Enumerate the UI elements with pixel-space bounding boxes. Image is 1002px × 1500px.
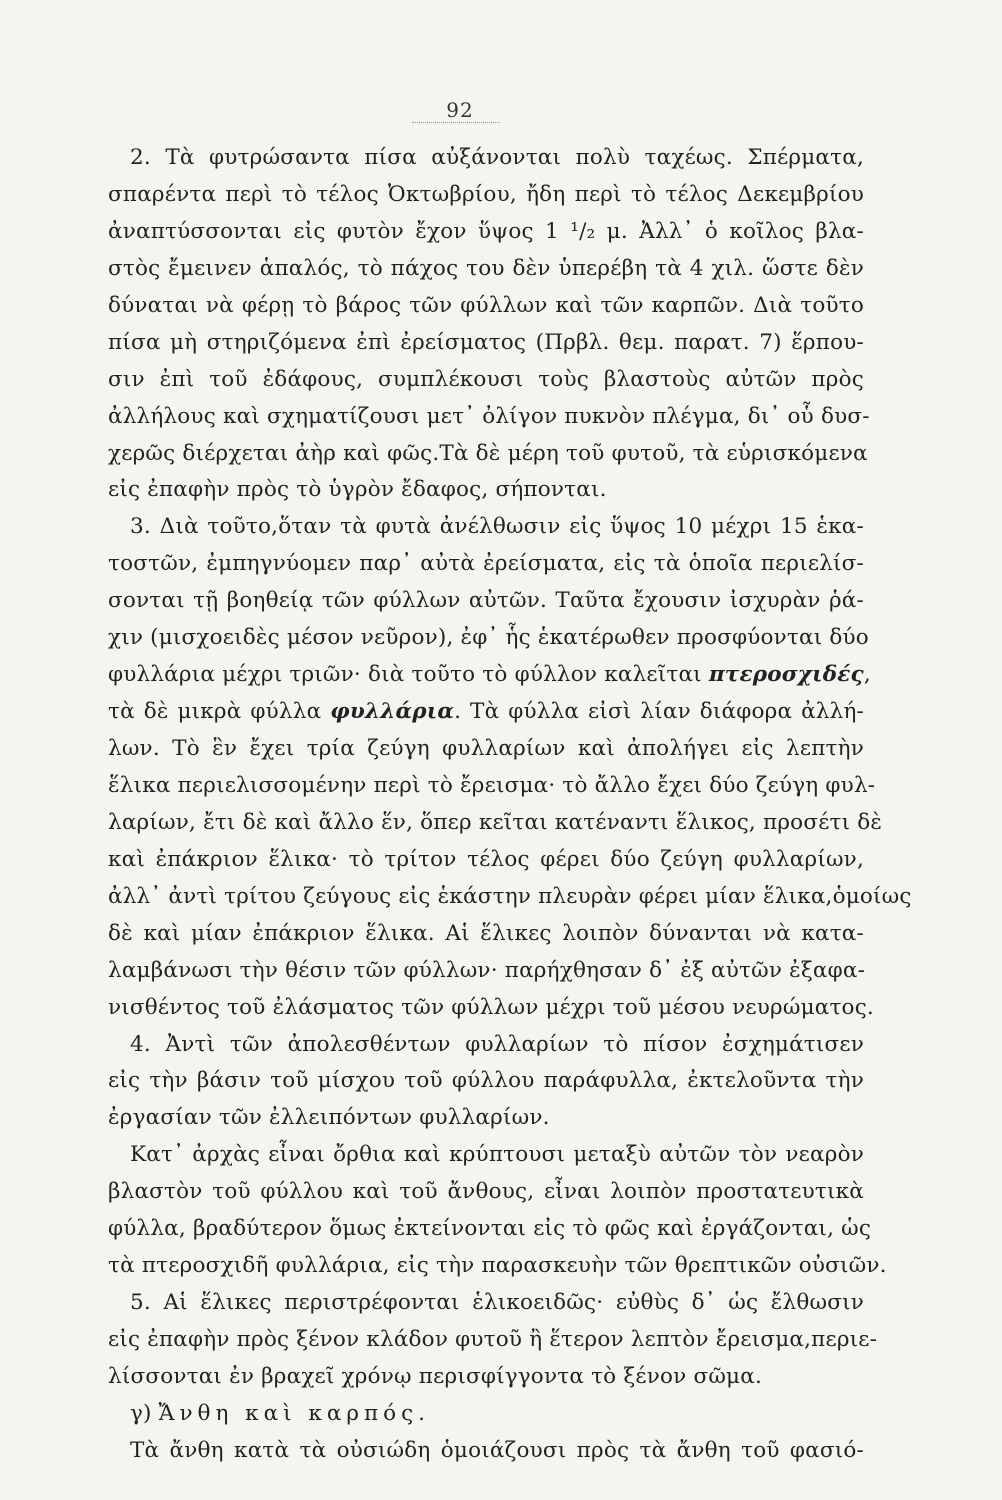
text-segment: τὰ δὲ μικρὰ φύλλα	[108, 699, 331, 725]
text-line: ἕλικα περιελισσομένην περὶ τὸ ἔρεισμα· τὸ ἄλλο ἔχει δύο ζεύγη φυλ-	[108, 772, 876, 798]
text-line: τὰ πτεροσχιδῆ φυλλάρια, εἰς τὴν παρασκευὴν τῶν θρεπτικῶν οὐσιῶν.	[108, 1253, 887, 1279]
text-line: 5. Αἱ ἕλικες περιστρέφονται ἑλικοειδῶς· εὐθὺς δ᾽ ὡς ἔλθωσιν	[130, 1290, 864, 1316]
text-line: φύλλα, βραδύτερον ὅμως ἐκτείνονται εἰς τὸ φῶς καὶ ἐργάζονται, ὡς	[108, 1216, 872, 1242]
text-line: νισθέντος τοῦ ἐλάσματος τῶν φύλλων μέχρι τοῦ μέσου νευρώματος.	[108, 994, 874, 1020]
text-segment: . Τὰ φύλλα εἰσὶ λίαν διάφορα ἀλλή-	[454, 699, 865, 725]
text-line: λων. Τὸ ἓν ἔχει τρία ζεύγη φυλλαρίων καὶ ἀπολήγει εἰς λεπτὴν	[108, 736, 864, 761]
text-line: ἀλλήλους καὶ σχηματίζουσι μετ᾽ ὀλίγον πυκνὸν πλέγμα, δι᾽ οὗ δυσ-	[108, 403, 870, 429]
emphasized-term: πτεροσχιδές	[708, 662, 864, 688]
text-line: στὸς ἔμεινεν ἁπαλός, τὸ πάχος του δὲν ὑπερέβη τὰ 4 χιλ. ὥστε δὲν	[108, 255, 864, 281]
text-segment: γ)	[130, 1400, 159, 1426]
text-line: δὲ καὶ μίαν ἐπάκριον ἕλικα. Αἱ ἕλικες λοιπὸν δύνανται νὰ κατα-	[108, 920, 864, 946]
text-line: ἀναπτύσσονται εἰς φυτὸν ἔχον ὕψος 1 ¹/₂ μ. Ἀλλ᾽ ὁ κοῖλος βλα-	[108, 218, 864, 244]
text-line: Τὰ ἄνθη κατὰ τὰ οὐσιώδη ὁμοιάζουσι πρὸς τὰ ἄνθη τοῦ φασιό-	[130, 1437, 864, 1463]
emphasized-term: φυλλάρια	[330, 699, 455, 725]
text-line: καὶ ἐπάκριον ἕλικα· τὸ τρίτον τέλος φέρει δύο ζεύγη φυλλαρίων,	[108, 846, 864, 872]
text-line: χιν (μισχοειδὲς μέσον νεῦρον), ἐφ᾽ ἧς ἑκατέρωθεν προσφύονται δύο	[108, 625, 869, 651]
text-line: εἰς τὴν βάσιν τοῦ μίσχου τοῦ φύλλου παράφυλλα, ἐκτελοῦντα τὴν	[108, 1068, 864, 1094]
text-line: εἰς ἐπαφὴν πρὸς ξένον κλάδον φυτοῦ ἢ ἕτερον λεπτὸν ἔρεισμα,περιε-	[108, 1327, 878, 1352]
text-line: 3. Διὰ τοῦτο,ὅταν τὰ φυτὰ ἀνέλθωσιν εἰς ὕψος 10 μέχρι 15 ἑκα-	[130, 514, 864, 540]
text-line: ἐργασίαν τῶν ἐλλειπόντων φυλλαρίων.	[108, 1105, 550, 1131]
text-line: σονται τῇ βοηθείᾳ τῶν φύλλων αὐτῶν. Ταῦτα ἔχουσιν ἰσχυρὰν ῥά-	[108, 588, 864, 614]
text-line: 2. Τὰ φυτρώσαντα πίσα αὐξάνονται πολὺ ταχέως. Σπέρματα,	[130, 145, 864, 170]
text-line: βλαστὸν τοῦ φύλλου καὶ τοῦ ἄνθους, εἶναι λοιπὸν προστατευτικὰ	[108, 1179, 864, 1205]
text-line: εἰς ἐπαφὴν πρὸς τὸ ὑγρὸν ἔδαφος, σήπονται.	[108, 477, 607, 503]
text-line: χερῶς διέρχεται ἀὴρ καὶ φῶς.Τὰ δὲ μέρη τοῦ φυτοῦ, τὰ εὑρισκόμενα	[108, 440, 868, 466]
text-line: πίσα μὴ στηριζόμενα ἐπὶ ἐρείσματος (Πρβλ. θεμ. παρατ. 7) ἕρπου-	[108, 329, 864, 355]
text-line: λαμβάνωσι τὴν θέσιν τῶν φύλλων· παρήχθησαν δ᾽ ἐξ αὐτῶν ἐξαφα-	[108, 957, 866, 983]
text-line	[108, 694, 864, 731]
text-line: Κατ᾽ ἀρχὰς εἶναι ὄρθια καὶ κρύπτουσι μεταξὺ αὐτῶν τὸν νεαρὸν	[130, 1142, 864, 1168]
page-number: 92	[446, 98, 474, 122]
text-segment: ,	[863, 662, 871, 688]
text-line	[108, 657, 871, 694]
page-number-rule	[412, 122, 500, 123]
body-text	[108, 140, 912, 1470]
section-heading: Ἄνθη καὶ καρπός.	[158, 1400, 430, 1426]
text-line: λίσσονται ἐν βραχεῖ χρόνῳ περισφίγγοντα τὸ ξένον σῶμα.	[108, 1363, 762, 1389]
text-line: λαρίων, ἔτι δὲ καὶ ἄλλο ἕν, ὅπερ κεῖται κατέναντι ἕλικος, προσέτι δὲ	[108, 809, 883, 835]
text-line	[108, 1396, 864, 1433]
text-line: δύναται νὰ φέρῃ τὸ βάρος τῶν φύλλων καὶ τῶν καρπῶν. Διὰ τοῦτο	[108, 292, 864, 318]
text-segment: φυλλάρια μέχρι τριῶν· διὰ τοῦτο τὸ φύλλον καλεῖται	[108, 662, 709, 688]
text-line: 4. Ἀντὶ τῶν ἀπολεσθέντων φυλλαρίων τὸ πίσον ἐσχημάτισεν	[130, 1031, 864, 1057]
text-line: τοστῶν, ἐμπηγνύομεν παρ᾽ αὐτὰ ἐρείσματα, εἰς τὰ ὁποῖα περιελίσ-	[108, 551, 864, 577]
text-line: σπαρέντα περὶ τὸ τέλος Ὀκτωβρίου, ἤδη περὶ τὸ τέλος Δεκεμβρίου	[108, 181, 864, 207]
text-line: σιν ἐπὶ τοῦ ἐδάφους, συμπλέκουσι τοὺς βλαστοὺς αὐτῶν πρὸς	[108, 366, 864, 392]
text-line: ἀλλ᾽ ἀντὶ τρίτου ζεύγους εἰς ἑκάστην πλευρὰν φέρει μίαν ἕλικα,ὁμοίως	[108, 883, 912, 909]
